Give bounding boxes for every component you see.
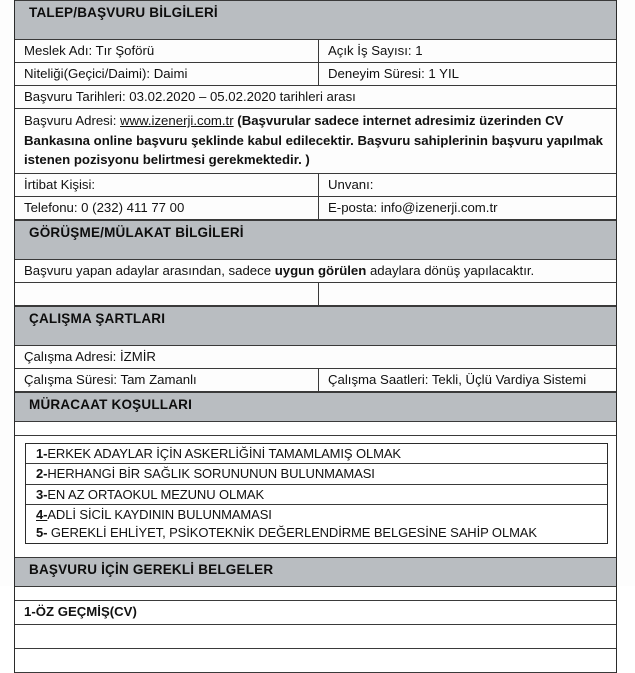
table-row bbox=[15, 86, 616, 109]
empty-cell-right bbox=[319, 283, 616, 305]
section-header-request: TALEP/BAŞVURU BİLGİLERİ bbox=[15, 0, 616, 40]
field-deneyim-suresi: Deneyim Süresi: 1 YIL bbox=[328, 66, 459, 81]
table-row bbox=[15, 346, 616, 369]
item-number: 2- bbox=[36, 466, 48, 481]
table-row bbox=[15, 369, 616, 392]
field-unvani: Unvanı: bbox=[328, 176, 374, 192]
table-row bbox=[15, 174, 616, 197]
item-text: GEREKLİ EHLİYET, PSİKOTEKNİK DEĞERLENDİRME BELGESİNE SAHİP OLMAK bbox=[50, 524, 537, 540]
item-text: ERKEK ADAYLAR İÇİN ASKERLİĞİNİ TAMAMLAMIŞ OLMAK bbox=[47, 445, 401, 461]
field-telefonu: Telefonu: 0 (232) 411 77 00 bbox=[15, 197, 319, 219]
field-calisma-adresi: Çalışma Adresi: İZMİR bbox=[24, 348, 156, 364]
documents-spacer bbox=[15, 587, 616, 601]
section-header-interview: GÖRÜŞME/MÜLAKAT BİLGİLERİ bbox=[15, 220, 616, 260]
field-eposta: E-posta: info@izenerji.com.tr bbox=[328, 199, 498, 215]
item-number: 1- bbox=[36, 445, 48, 461]
form-table bbox=[14, 0, 617, 673]
table-row-empty bbox=[15, 283, 616, 306]
document-list-item-empty bbox=[15, 625, 616, 649]
requirements-list-wrapper bbox=[15, 436, 616, 545]
table-row bbox=[15, 63, 616, 86]
interview-note-part1: Başvuru yapan adaylar arasından, sadece bbox=[24, 262, 275, 278]
item-text: EN AZ ORTAOKUL MEZUNU OLMAK bbox=[47, 486, 265, 502]
item-text: HERHANGİ BİR SAĞLIK SORUNUNUN BULUNMAMASI bbox=[47, 466, 375, 481]
application-url[interactable]: www.izenerji.com.tr bbox=[120, 113, 234, 128]
item-text: ÖZ GEÇMİŞ(CV) bbox=[35, 604, 137, 619]
list-item bbox=[26, 464, 607, 485]
item-number: 3- bbox=[36, 486, 48, 502]
item-number: 5- bbox=[36, 524, 51, 540]
section-header-requirements: MÜRACAAT KOŞULLARI bbox=[15, 392, 616, 422]
requirements-bottom-spacer bbox=[15, 544, 616, 557]
section-header-conditions: ÇALIŞMA ŞARTLARI bbox=[15, 306, 616, 346]
field-calisma-suresi: Çalışma Süresi: Tam Zamanlı bbox=[15, 369, 319, 391]
section-header-documents: BAŞVURU İÇİN GEREKLİ BELGELER bbox=[15, 557, 616, 587]
application-note: (Başvurular sadece internet adresimiz üzerinden CV Bankasına online başvuru şeklinde kabul edilecektir. Başvuru sahiplerinin başvuru yapılmak istenen pozisyonu belirtmesi gerekmektedir. ) bbox=[24, 113, 604, 167]
list-item-group bbox=[26, 505, 607, 543]
list-item bbox=[26, 444, 607, 465]
item-number: 4- bbox=[36, 507, 48, 522]
field-calisma-saatleri: Çalışma Saatleri: Tekli, Üçlü Vardiya Sistemi bbox=[328, 371, 587, 387]
field-basvuru-tarihleri: Başvuru Tarihleri: 03.02.2020 – 05.02.2020 tarihleri arası bbox=[24, 89, 356, 104]
field-meslek-adi: Meslek Adı: Tır Şoförü bbox=[15, 40, 319, 62]
requirements-spacer bbox=[15, 422, 616, 436]
empty-cell-left bbox=[15, 283, 319, 305]
item-number: 1- bbox=[24, 604, 36, 619]
table-row bbox=[15, 40, 616, 63]
table-row bbox=[15, 260, 616, 283]
interview-note bbox=[15, 260, 616, 282]
basvuru-adresi-label: Başvuru Adresi: bbox=[24, 113, 117, 128]
interview-note-part2: adaylara dönüş yapılacaktır. bbox=[366, 262, 535, 278]
field-acik-is-sayisi: Açık İş Sayısı: 1 bbox=[328, 43, 423, 58]
field-niteligi: Niteliği(Geçici/Daimi): Daimi bbox=[15, 63, 319, 85]
document-list-item-empty bbox=[15, 649, 616, 673]
requirements-list bbox=[25, 443, 608, 545]
item-text: ADLİ SİCİL KAYDININ BULUNMAMASI bbox=[47, 507, 272, 522]
field-irtibat-kisisi: İrtibat Kişisi: bbox=[15, 174, 319, 196]
list-item bbox=[36, 524, 601, 542]
interview-note-emphasis: uygun görülen bbox=[274, 262, 367, 278]
list-item bbox=[26, 485, 607, 506]
table-row bbox=[15, 197, 616, 220]
field-basvuru-adresi bbox=[15, 109, 616, 174]
document-list-item bbox=[15, 601, 616, 625]
list-item bbox=[36, 506, 601, 524]
